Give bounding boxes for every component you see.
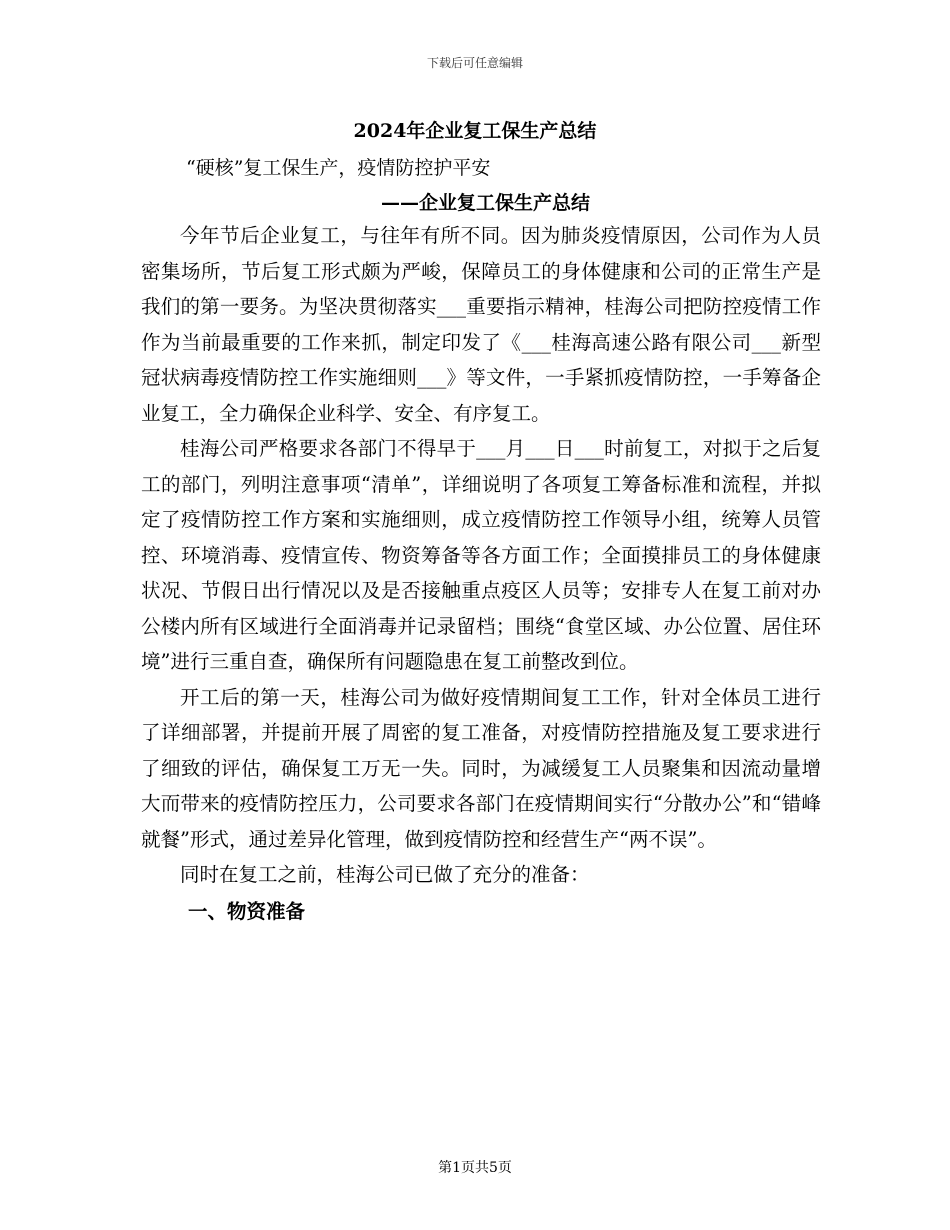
section-heading: 一、物资准备 bbox=[188, 899, 306, 923]
paragraph: 同时在复工之前，桂海公司已做了充分的准备： bbox=[180, 863, 590, 886]
paragraph: 开工后的第一天，桂海公司为做好疫情期间复工工作，针对全体员工进行了详细部署，并提前开展了周密的复工准备，对疫情防控措施及复工要求进行了细致的评估，确保复工万无一失。同时，为减缓复工人员聚集和因流动量增大而带来的疫情防控压力，公司要求各部门在疫情期间实行“分散办公”和“错峰就餐”形式，通过差异化管理，做到疫情防控和经营生产“两不误”。 bbox=[141, 685, 821, 851]
header-note: 下载后可任意编辑 bbox=[426, 56, 523, 70]
paragraph: 桂海公司严格要求各部门不得早于___月___日___时前复工，对拟于之后复工的部门，列明注意事项“清单”，详细说明了各项复工筹备标准和流程，并拟定了疫情防控工作方案和实施细则，成立疫情防控工作领导小组，统筹人员管控、环境消毒、疫情宣传、物资筹备等各方面工作；全面摸排员工的身体健康状况、节假日出行情况以及是否接触重点疫区人员等；安排专人在复工前对办公楼内所有区域进行全面消毒并记录留档；围绕“食堂区域、办公位置、居住环境”进行三重自查，确保所有问题隐患在复工前整改到位。 bbox=[141, 437, 821, 673]
paragraph: 今年节后企业复工，与往年有所不同。因为肺炎疫情原因，公司作为人员密集场所，节后复工形式颇为严峻，保障员工的身体健康和公司的正常生产是我们的第一要务。为坚决贯彻落实___重要指示精神，桂海公司把防控疫情工作作为当前最重要的工作来抓，制定印发了《___桂海高速公路有限公司___新型冠状病毒疫情防控工作实施细则___》等文件，一手紧抓疫情防控，一手筹备企业复工，全力确保企业科学、安全、有序复工。 bbox=[141, 224, 821, 425]
document-subtitle-secondary: ——企业复工保生产总结 bbox=[381, 192, 591, 214]
document-subtitle: “硬核”复工保生产，疫情防控护平安 bbox=[186, 157, 491, 179]
document-title: 2024年企业复工保生产总结 bbox=[353, 120, 597, 142]
document-body bbox=[141, 218, 821, 931]
page-footer: 第1页共5页 bbox=[438, 1160, 512, 1176]
